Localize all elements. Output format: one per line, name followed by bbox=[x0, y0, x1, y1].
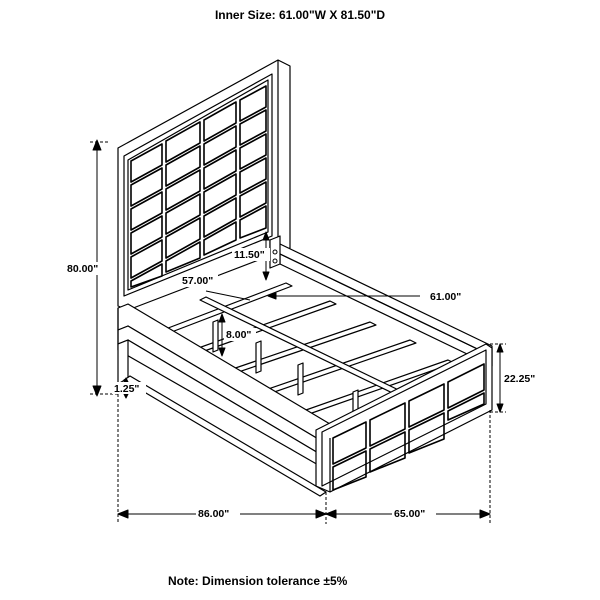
inner-width-label: 61.00" bbox=[430, 291, 462, 303]
headboard-width-label: 57.00" bbox=[182, 275, 214, 287]
panel-height-label: 11.50" bbox=[234, 249, 265, 261]
overall-width-label: 65.00" bbox=[394, 508, 426, 520]
tolerance-note: Note: Dimension tolerance ±5% bbox=[168, 574, 348, 588]
footboard-height-label: 22.25" bbox=[504, 373, 536, 385]
base-clearance-label: 1.25" bbox=[114, 383, 140, 395]
overall-length-label: 86.00" bbox=[198, 508, 230, 520]
headboard-height-label: 80.00" bbox=[67, 263, 99, 275]
inner-size-title: Inner Size: 61.00"W X 81.50"D bbox=[214, 8, 386, 22]
leg-height-label: 8.00" bbox=[226, 329, 252, 341]
